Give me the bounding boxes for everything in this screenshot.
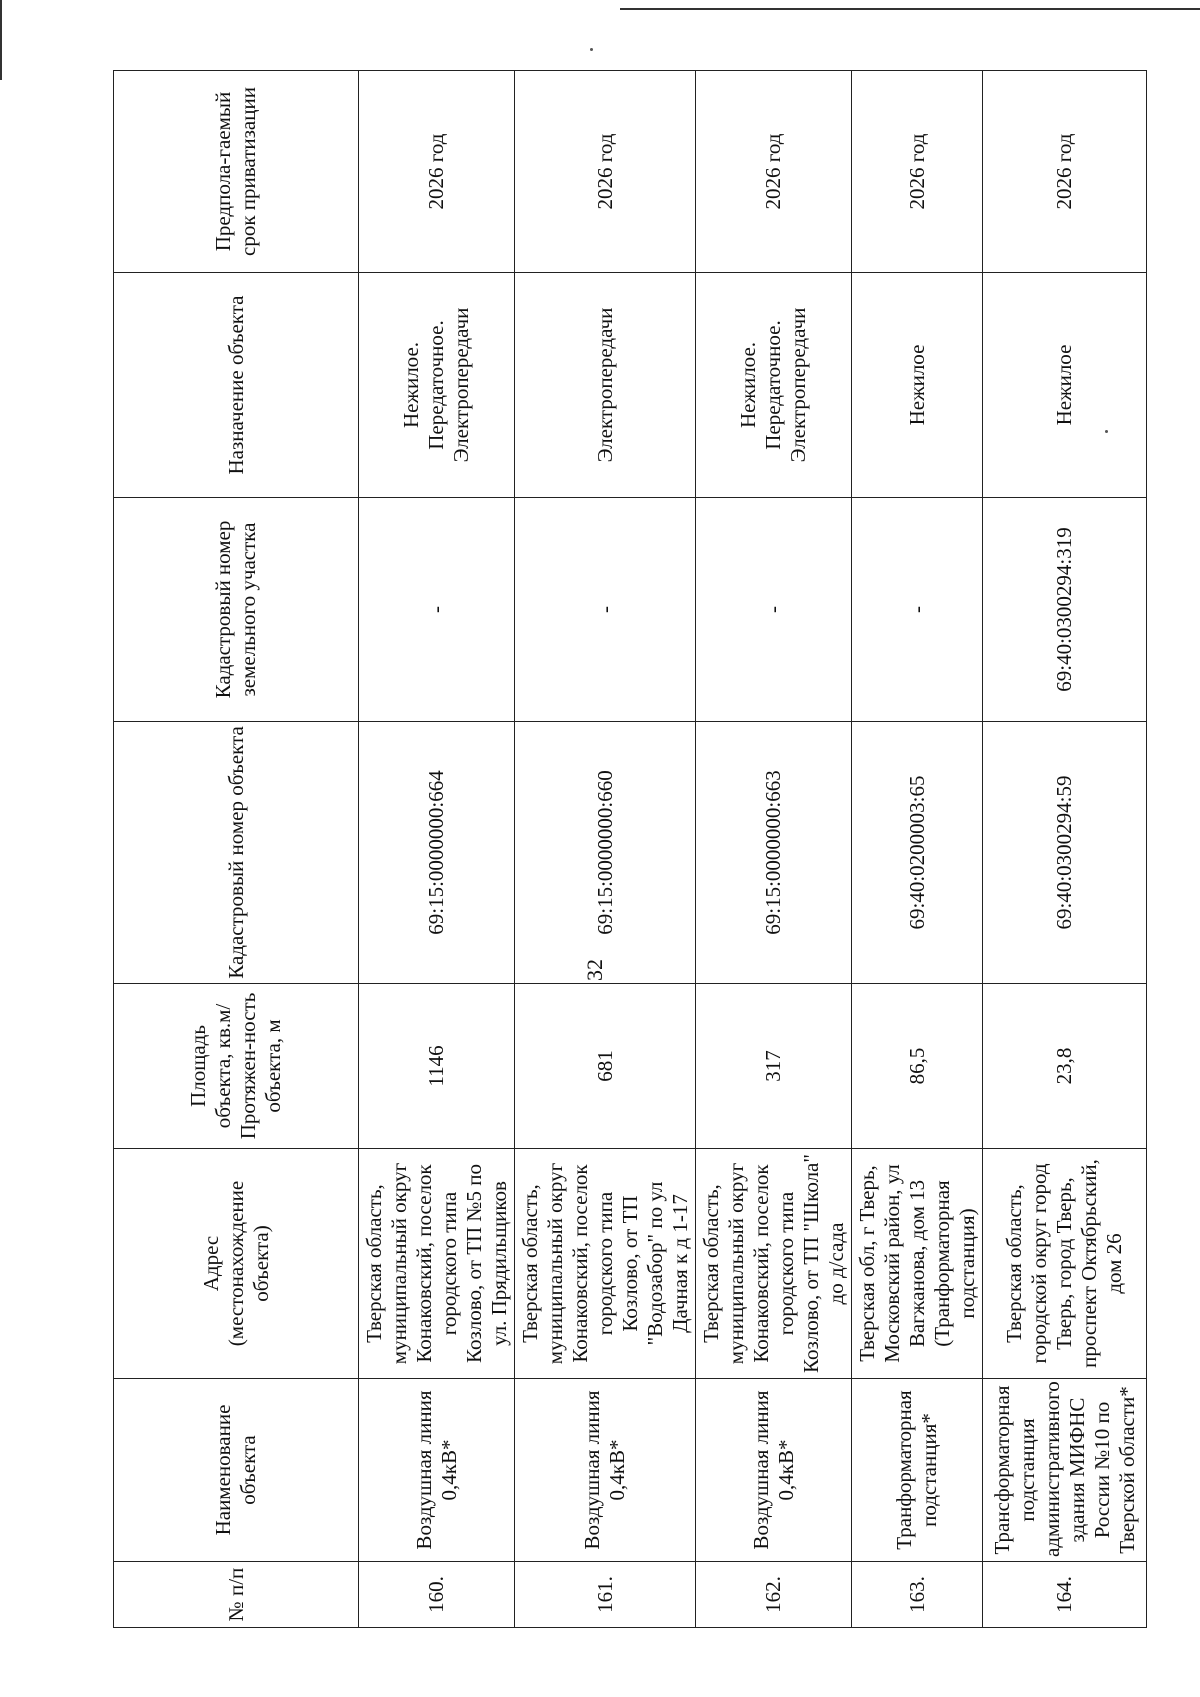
cell-term: 2026 год <box>359 71 515 273</box>
cell-area: 23,8 <box>983 984 1147 1149</box>
cell-cadastral-object: 69:15:0000000:664 <box>359 722 515 984</box>
cell-area: 317 <box>696 984 852 1149</box>
cell-address: Тверская область, муниципальный округ Конаковский, поселок городского типа Козлово, от ТП №5 по ул. Прядильщиков <box>359 1149 515 1379</box>
header-area: Площадь объекта, кв.м/ Протяжен-ность объекта, м <box>114 984 359 1149</box>
cell-address: Тверская область, городской округ город Тверь, город Тверь, проспект Октябрьский, дом 26 <box>983 1149 1147 1379</box>
cell-purpose: Нежилое. Передаточное. Электропередачи <box>359 273 515 498</box>
cell-cadastral-object: 69:15:0000000:663 <box>696 722 852 984</box>
scan-speck <box>590 48 593 51</box>
header-address: Адрес (местонахождение объекта) <box>114 1149 359 1379</box>
table-row <box>852 71 983 1628</box>
header-term: Предпола-гаемый срок приватизации <box>114 71 359 273</box>
cell-cadastral-land: 69:40:0300294:319 <box>983 498 1147 722</box>
cell-purpose: Нежилое <box>983 273 1147 498</box>
cell-name: Воздушная линия 0,4кВ* <box>696 1379 852 1562</box>
cell-num: 164. <box>983 1562 1147 1628</box>
cell-cadastral-object: 69:15:0000000:660 <box>515 722 696 984</box>
cell-purpose: Электропередачи <box>515 273 696 498</box>
table-row <box>515 71 696 1628</box>
cell-address: Тверская область, муниципальный округ Конаковский, поселок городского типа Козлово, от ТП "Школа" до д/сада <box>696 1149 852 1379</box>
header-purpose: Назначение объекта <box>114 273 359 498</box>
cell-purpose: Нежилое. Передаточное. Электропередачи <box>696 273 852 498</box>
cell-cadastral-land: - <box>515 498 696 722</box>
cell-cadastral-object: 69:40:0300294:59 <box>983 722 1147 984</box>
scan-edge-left <box>0 0 2 80</box>
header-cadastral-land: Кадастровый номер земельного участка <box>114 498 359 722</box>
page-number: 32 <box>582 959 607 981</box>
cell-cadastral-object: 69:40:0200003:65 <box>852 722 983 984</box>
cell-area: 681 <box>515 984 696 1149</box>
cell-num: 162. <box>696 1562 852 1628</box>
cell-num: 163. <box>852 1562 983 1628</box>
table-row <box>359 71 515 1628</box>
cell-area: 86,5 <box>852 984 983 1149</box>
cell-num: 160. <box>359 1562 515 1628</box>
cell-name: Воздушная линия 0,4кВ* <box>515 1379 696 1562</box>
cell-term: 2026 год <box>515 71 696 273</box>
cell-address: Тверская область, муниципальный округ Конаковский, поселок городского типа Козлово, от ТП "Водозабор" по ул Дачная к д 1-17 <box>515 1149 696 1379</box>
header-name: Наименование объекта <box>114 1379 359 1562</box>
cell-cadastral-land: - <box>359 498 515 722</box>
cell-area: 1146 <box>359 984 515 1149</box>
cell-purpose: Нежилое <box>852 273 983 498</box>
header-num: № п/п <box>114 1562 359 1628</box>
header-cadastral-object: Кадастровый номер объекта <box>114 722 359 984</box>
table-header-row <box>114 71 359 1628</box>
cell-name: Воздушная линия 0,4кВ* <box>359 1379 515 1562</box>
cell-address: Тверская обл, г Тверь, Московский район, ул Вагжанова, дом 13 (Транформаторная подстанция) <box>852 1149 983 1379</box>
cell-name: Транформаторная подстанция* <box>852 1379 983 1562</box>
privatization-table <box>113 70 1147 1628</box>
cell-name: Трансформаторная подстанция административного здания МИФНС России №10 по Тверской области* <box>983 1379 1147 1562</box>
scan-edge-top <box>620 8 1200 10</box>
rotated-table-wrapper <box>113 71 1139 1628</box>
cell-term: 2026 год <box>852 71 983 273</box>
table-row <box>983 71 1147 1628</box>
cell-term: 2026 год <box>696 71 852 273</box>
cell-cadastral-land: - <box>852 498 983 722</box>
cell-cadastral-land: - <box>696 498 852 722</box>
table-row <box>696 71 852 1628</box>
cell-term: 2026 год <box>983 71 1147 273</box>
cell-num: 161. <box>515 1562 696 1628</box>
